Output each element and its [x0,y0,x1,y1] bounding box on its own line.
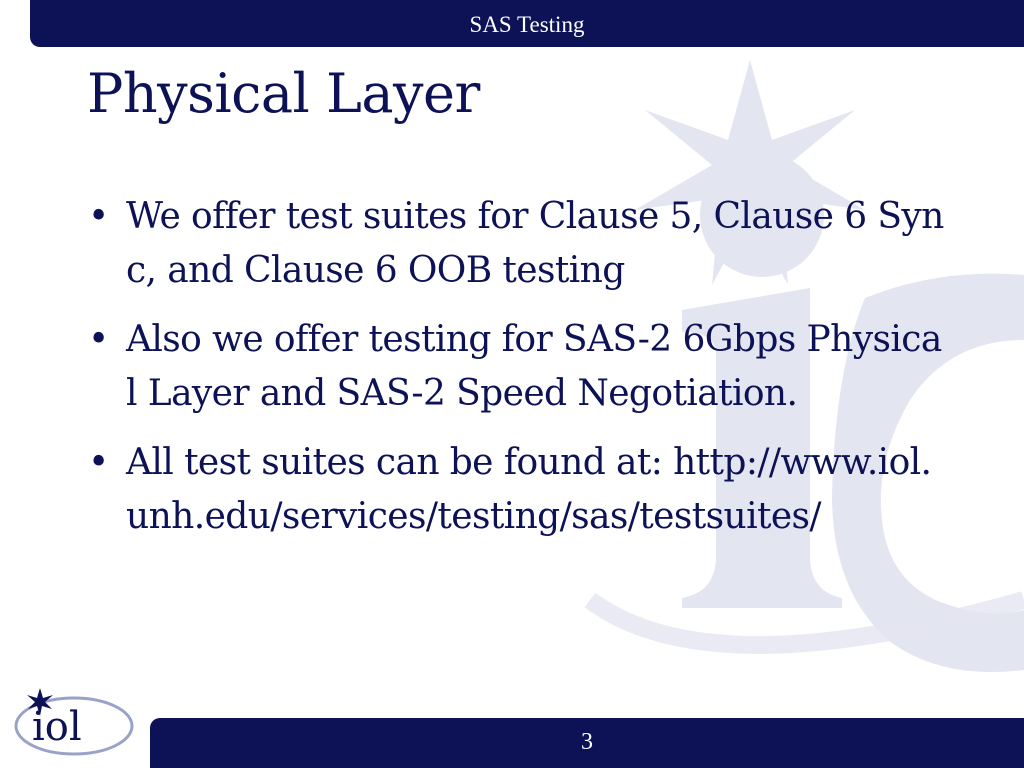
page-number: 3 [581,729,593,755]
bullet-item [88,313,948,421]
bullet-text: All test suites can be found at: http://www.iol.unh.edu/services/testing/sas/testsuites/ [126,442,932,537]
bullet-item [88,436,948,544]
iol-logo [10,682,140,762]
bullet-dot-icon: • [88,442,109,483]
logo-text: iol [32,704,82,750]
header-title: SAS Testing [469,12,585,37]
footer-bar [150,718,1024,768]
slide-title: Physical Layer [87,62,480,125]
bullet-text: We offer test suites for Clause 5, Clause 6 Sync, and Clause 6 OOB testing [126,196,944,291]
bullet-dot-icon: • [88,319,109,360]
bullet-list [88,190,948,559]
bullet-item [88,190,948,298]
bullet-text: Also we offer testing for SAS-2 6Gbps Physical Layer and SAS-2 Speed Negotiation. [126,319,942,414]
bullet-dot-icon: • [88,196,109,237]
